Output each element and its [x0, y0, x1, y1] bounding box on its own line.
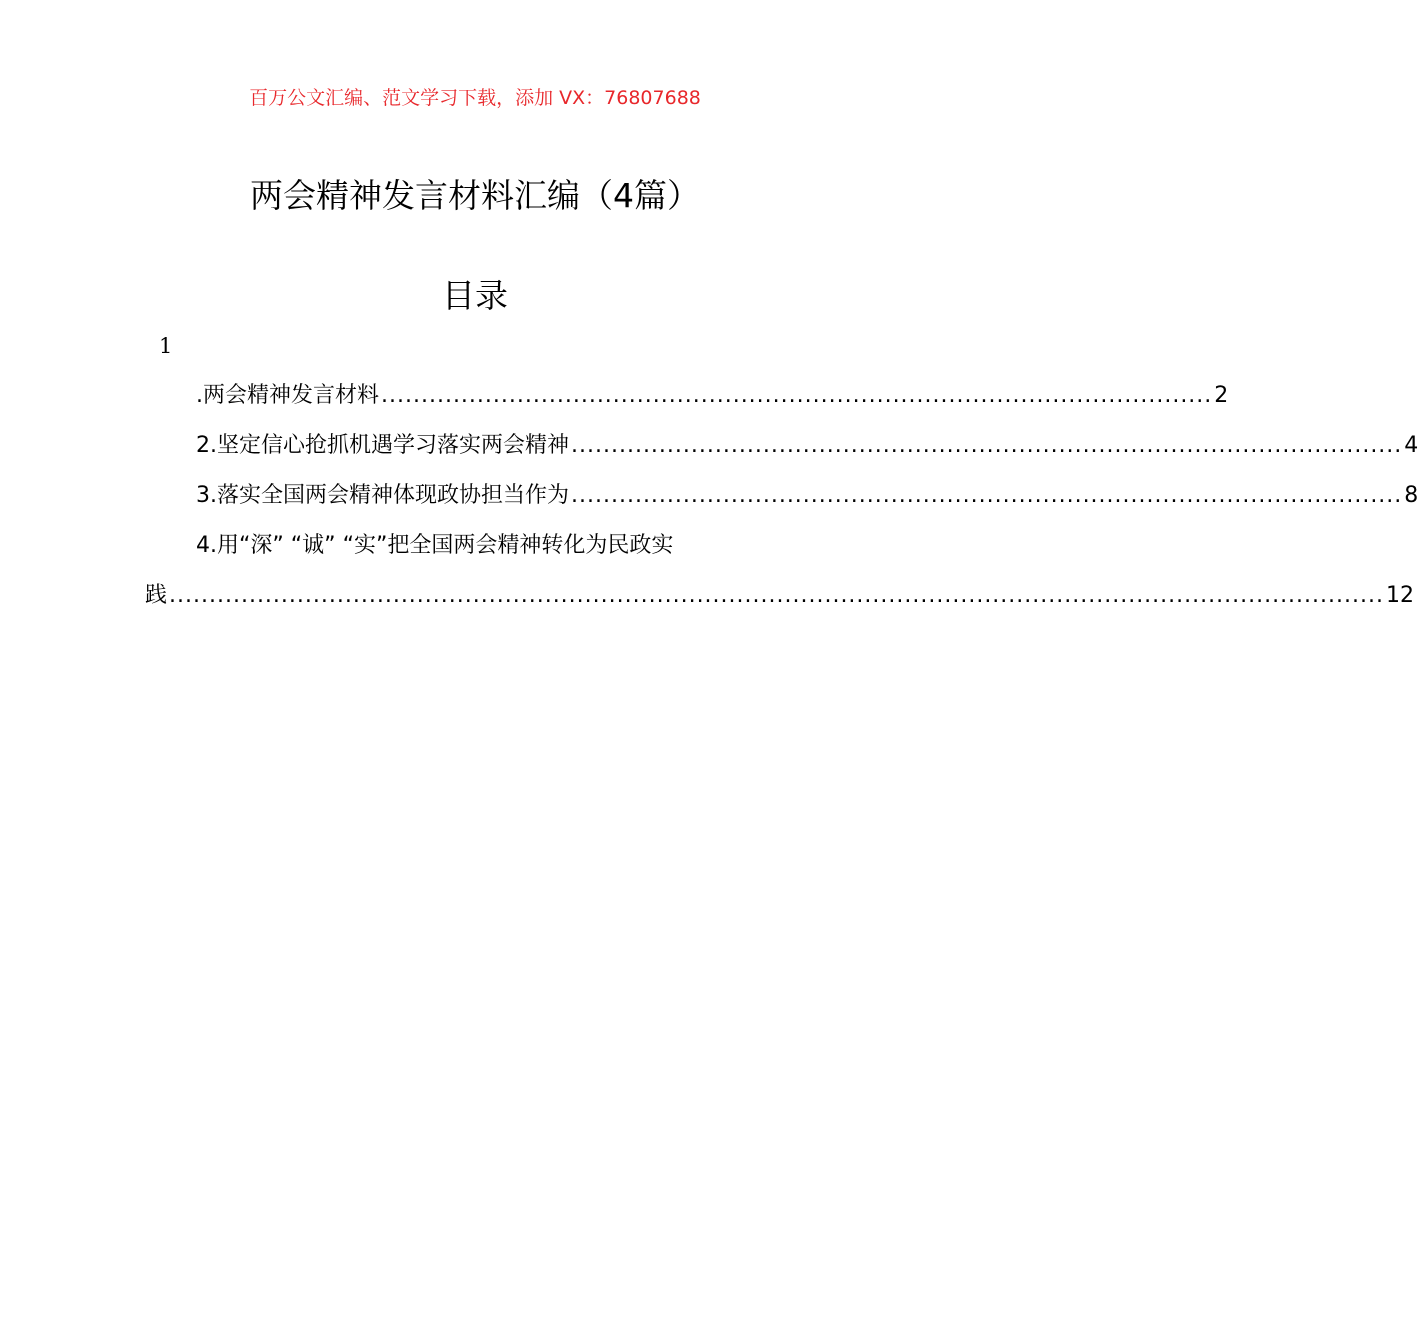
toc-leader-dots: ........................................................................................................	[381, 383, 1213, 408]
download-banner: 百万公文汇编、范文学习下载，添加 VX：76807688	[249, 87, 701, 109]
toc-leader-dots: ........................................................................................................	[571, 483, 1403, 508]
toc-entry-page: 12	[1385, 583, 1414, 608]
toc-entry-page: 4	[1404, 433, 1418, 458]
toc-entry-label: 践	[145, 583, 168, 608]
toc-heading: 目录	[442, 276, 508, 315]
toc-leader-dots: ........................................................................................................	[571, 433, 1403, 458]
toc-entry-2[interactable]	[0, 428, 1418, 464]
toc-entry-4-line-2[interactable]	[0, 578, 1414, 614]
toc-leader-dots: ........................................................................................................................................................	[169, 583, 1384, 608]
toc-entry-3[interactable]	[0, 478, 1418, 514]
stray-page-number: 1	[159, 334, 173, 358]
toc-entry-label: .两会精神发言材料	[196, 383, 379, 408]
toc-entry-label: 2.坚定信心抢抓机遇学习落实两会精神	[196, 433, 569, 458]
toc-entry-1[interactable]	[0, 378, 1229, 414]
toc-entry-page: 8	[1404, 483, 1418, 508]
toc-entry-page: 2	[1214, 383, 1229, 408]
toc-entry-label: 3.落实全国两会精神体现政协担当作为	[196, 483, 569, 508]
document-title: 两会精神发言材料汇编（4篇）	[250, 176, 700, 215]
toc-entry-4-line-1[interactable]: 4.用“深” “诚” “实”把全国两会精神转化为民政实	[196, 533, 674, 558]
